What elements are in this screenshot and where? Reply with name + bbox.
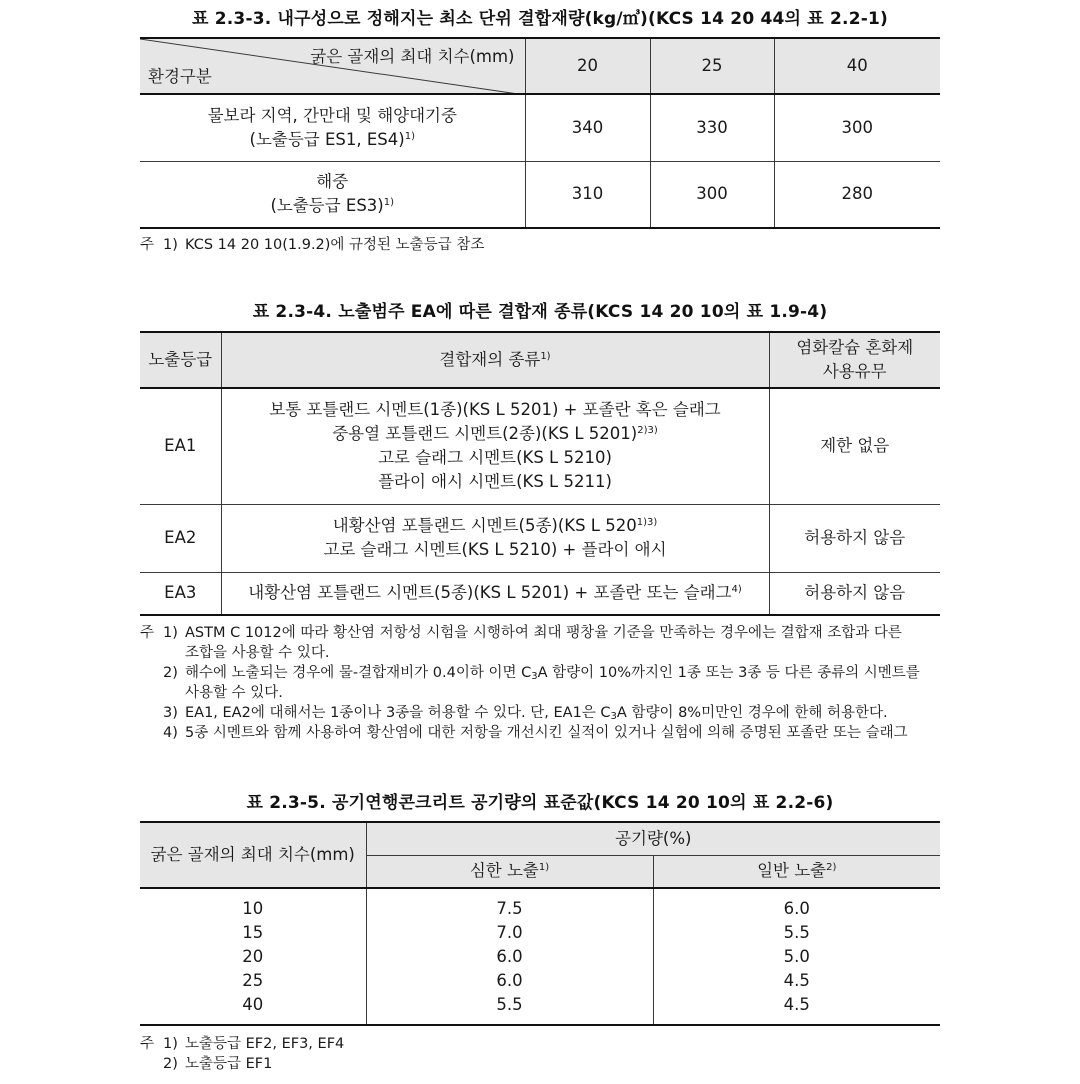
table1-header-size: 굵은 골재의 최대 치수(mm) <box>310 47 515 66</box>
normal-value: 5.0 <box>783 946 810 966</box>
note-mark: 주 <box>140 1036 155 1052</box>
binder-line: 중용열 포틀랜드 시멘트(2종)(KS L 5201) <box>332 424 638 444</box>
table2-head-cacl <box>769 332 940 388</box>
footnote-ref: 4) <box>731 584 742 596</box>
normal-value: 6.0 <box>783 898 810 918</box>
head-cacl-line1: 염화칼슘 혼화제 <box>796 338 914 357</box>
severe-value: 7.5 <box>496 898 523 918</box>
severe-value: 6.0 <box>496 946 523 966</box>
table1-value: 300 <box>774 94 940 161</box>
table2-binder-cell <box>221 504 769 572</box>
note-number: 4) <box>163 725 178 741</box>
size-value: 40 <box>242 994 264 1014</box>
table1-value: 310 <box>525 161 650 228</box>
table3-size-col <box>140 888 366 1025</box>
footnote-ref: 1)3) <box>636 517 658 528</box>
head-cacl-line2: 사용유무 <box>822 362 887 381</box>
table2-grade: EA1 <box>140 388 221 504</box>
table1-caption: 표 2.3-3. 내구성으로 정해지는 최소 단위 결합재량(kg/㎥)(KCS 14 20 44의 표 2.2-1) <box>192 9 888 29</box>
table1-size-40: 40 <box>774 38 940 94</box>
table1-notes <box>140 235 484 255</box>
table1-value: 300 <box>650 161 774 228</box>
binder-line: 내황산염 포틀랜드 시멘트(5종)(KS L 5201) + 포졸란 또는 슬래그 <box>248 583 732 603</box>
table1-value: 280 <box>774 161 940 228</box>
note-mark: 주 <box>140 237 155 253</box>
table1-value: 340 <box>525 94 650 161</box>
binder-line: 내황산염 포틀랜드 시멘트(5종)(KS L 520 <box>332 516 637 535</box>
table1-diagonal-header <box>140 38 525 94</box>
note-text: 노출등급 EF1 <box>185 1056 273 1072</box>
binder-line: 고로 슬래그 시멘트(KS L 5210) + 플라이 애시 <box>323 540 667 559</box>
note-text: 노출등급 EF2, EF3, EF4 <box>185 1036 345 1052</box>
table3-caption: 표 2.3-5. 공기연행콘크리트 공기량의 표준값(KCS 14 20 10의 표 2.2-6) <box>246 793 834 813</box>
env-line1: 물보라 지역, 간만대 및 해양대기중 <box>207 105 457 125</box>
table-row <box>140 504 940 572</box>
table3-head-severe: 심한 노출$^{1)}$ <box>366 855 653 888</box>
table2-binder-cell <box>221 388 769 504</box>
table1-env-cell <box>140 94 525 161</box>
table1 <box>140 37 940 229</box>
table2-head-grade: 노출등급 <box>140 332 221 388</box>
footnote-ref: 1) <box>383 197 395 209</box>
severe-value: 5.5 <box>496 994 523 1014</box>
table2-grade: EA3 <box>140 572 221 615</box>
table1-size-20: 20 <box>525 38 650 94</box>
footnote-ref: 1) <box>404 130 415 142</box>
head-binder-label: 결합재의 종류 <box>439 350 541 369</box>
normal-value: 5.5 <box>783 922 810 942</box>
note-number: 1) <box>163 1036 178 1052</box>
table2-head-binder <box>221 332 769 388</box>
table1-header-env: 환경구분 <box>148 67 212 86</box>
env-line2: (노출등급 ES3) <box>270 196 384 216</box>
binder-line: 플라이 애시 시멘트(KS L 5211) <box>378 472 612 492</box>
table3-head-air: 공기량(%) <box>366 822 940 855</box>
table-row <box>140 388 940 504</box>
table-row <box>140 161 940 228</box>
table2-binder-cell <box>221 572 769 615</box>
table2 <box>140 331 940 616</box>
note-continuation: 조합을 사용할 수 있다. <box>185 645 330 661</box>
table3-notes <box>140 1034 344 1074</box>
table2-usage: 허용하지 않음 <box>769 504 940 572</box>
table2-caption: 표 2.3-4. 노출범주 EA에 따른 결합재 종류(KCS 14 20 10의 표 1.9-4) <box>252 302 828 322</box>
footnote-ref: 1) <box>540 351 551 362</box>
binder-line: 보통 포틀랜드 시멘트(1종)(KS L 5201) + 포졸란 혹은 슬래그 <box>269 400 721 420</box>
note-text: KCS 14 20 10(1.9.2)에 규정된 노출등급 참조 <box>185 237 485 253</box>
table3-severe-col <box>366 888 653 1025</box>
table1-value: 330 <box>650 94 774 161</box>
table3-normal-col <box>653 888 940 1025</box>
size-value: 15 <box>242 922 264 942</box>
table-row <box>140 94 940 161</box>
table-row <box>140 572 940 615</box>
footnote-ref: 1) <box>538 862 550 874</box>
table3-head-normal: 일반 노출$^{2)}$ <box>653 855 940 888</box>
note-text: 해수에 노출되는 경우에 물-결합재비가 0.4이하 이면 $C_3A$ 함량이 10%까지인 1종 또는 3종 등 다른 종류의 시멘트를 <box>185 665 920 682</box>
env-line1: 해중 <box>316 172 349 192</box>
severe-value: 7.0 <box>496 922 523 942</box>
table3 <box>140 821 940 1026</box>
note-number: 1) <box>163 625 178 641</box>
note-continuation: 사용할 수 있다. <box>185 685 283 701</box>
size-value: 25 <box>242 970 264 990</box>
note-number: 3) <box>163 705 178 721</box>
env-line2: (노출등급 ES1, ES4) <box>249 129 405 149</box>
note-mark: 주 <box>140 625 155 641</box>
table2-usage: 제한 없음 <box>769 388 940 504</box>
note-number: 1) <box>163 237 178 253</box>
table3-body <box>140 888 940 1025</box>
table2-notes <box>140 623 920 743</box>
size-value: 20 <box>242 946 264 966</box>
table1-size-25: 25 <box>650 38 774 94</box>
note-text: 5종 시멘트와 함께 사용하여 황산염에 대한 저항을 개선시킨 실적이 있거나 실험에 의해 증명된 포졸란 또는 슬래그 <box>185 725 908 741</box>
severe-value: 6.0 <box>496 970 523 990</box>
binder-line: 고로 슬래그 시멘트(KS L 5210) <box>378 448 612 468</box>
footnote-ref: 2) <box>826 862 837 874</box>
table2-grade: EA2 <box>140 504 221 572</box>
table1-env-cell <box>140 161 525 228</box>
normal-value: 4.5 <box>783 970 810 990</box>
normal-value: 4.5 <box>783 994 810 1014</box>
note-number: 2) <box>163 665 178 681</box>
note-text: EA1, EA2에 대해서는 1종이나 3종을 허용할 수 있다. 단, EA1은 $C_3A$ 함량이 8%미만인 경우에 한해 허용한다. <box>185 705 888 722</box>
table3-head-size: 굵은 골재의 최대 치수(mm) <box>140 822 366 888</box>
note-number: 2) <box>163 1056 178 1072</box>
footnote-ref: 2)3) <box>637 425 658 437</box>
table2-usage: 허용하지 않음 <box>769 572 940 615</box>
note-text: ASTM C 1012에 따라 황산염 저항성 시험을 시행하여 최대 팽창율 기준을 만족하는 경우에는 결합재 조합과 다른 <box>185 625 902 641</box>
size-value: 10 <box>242 898 264 918</box>
